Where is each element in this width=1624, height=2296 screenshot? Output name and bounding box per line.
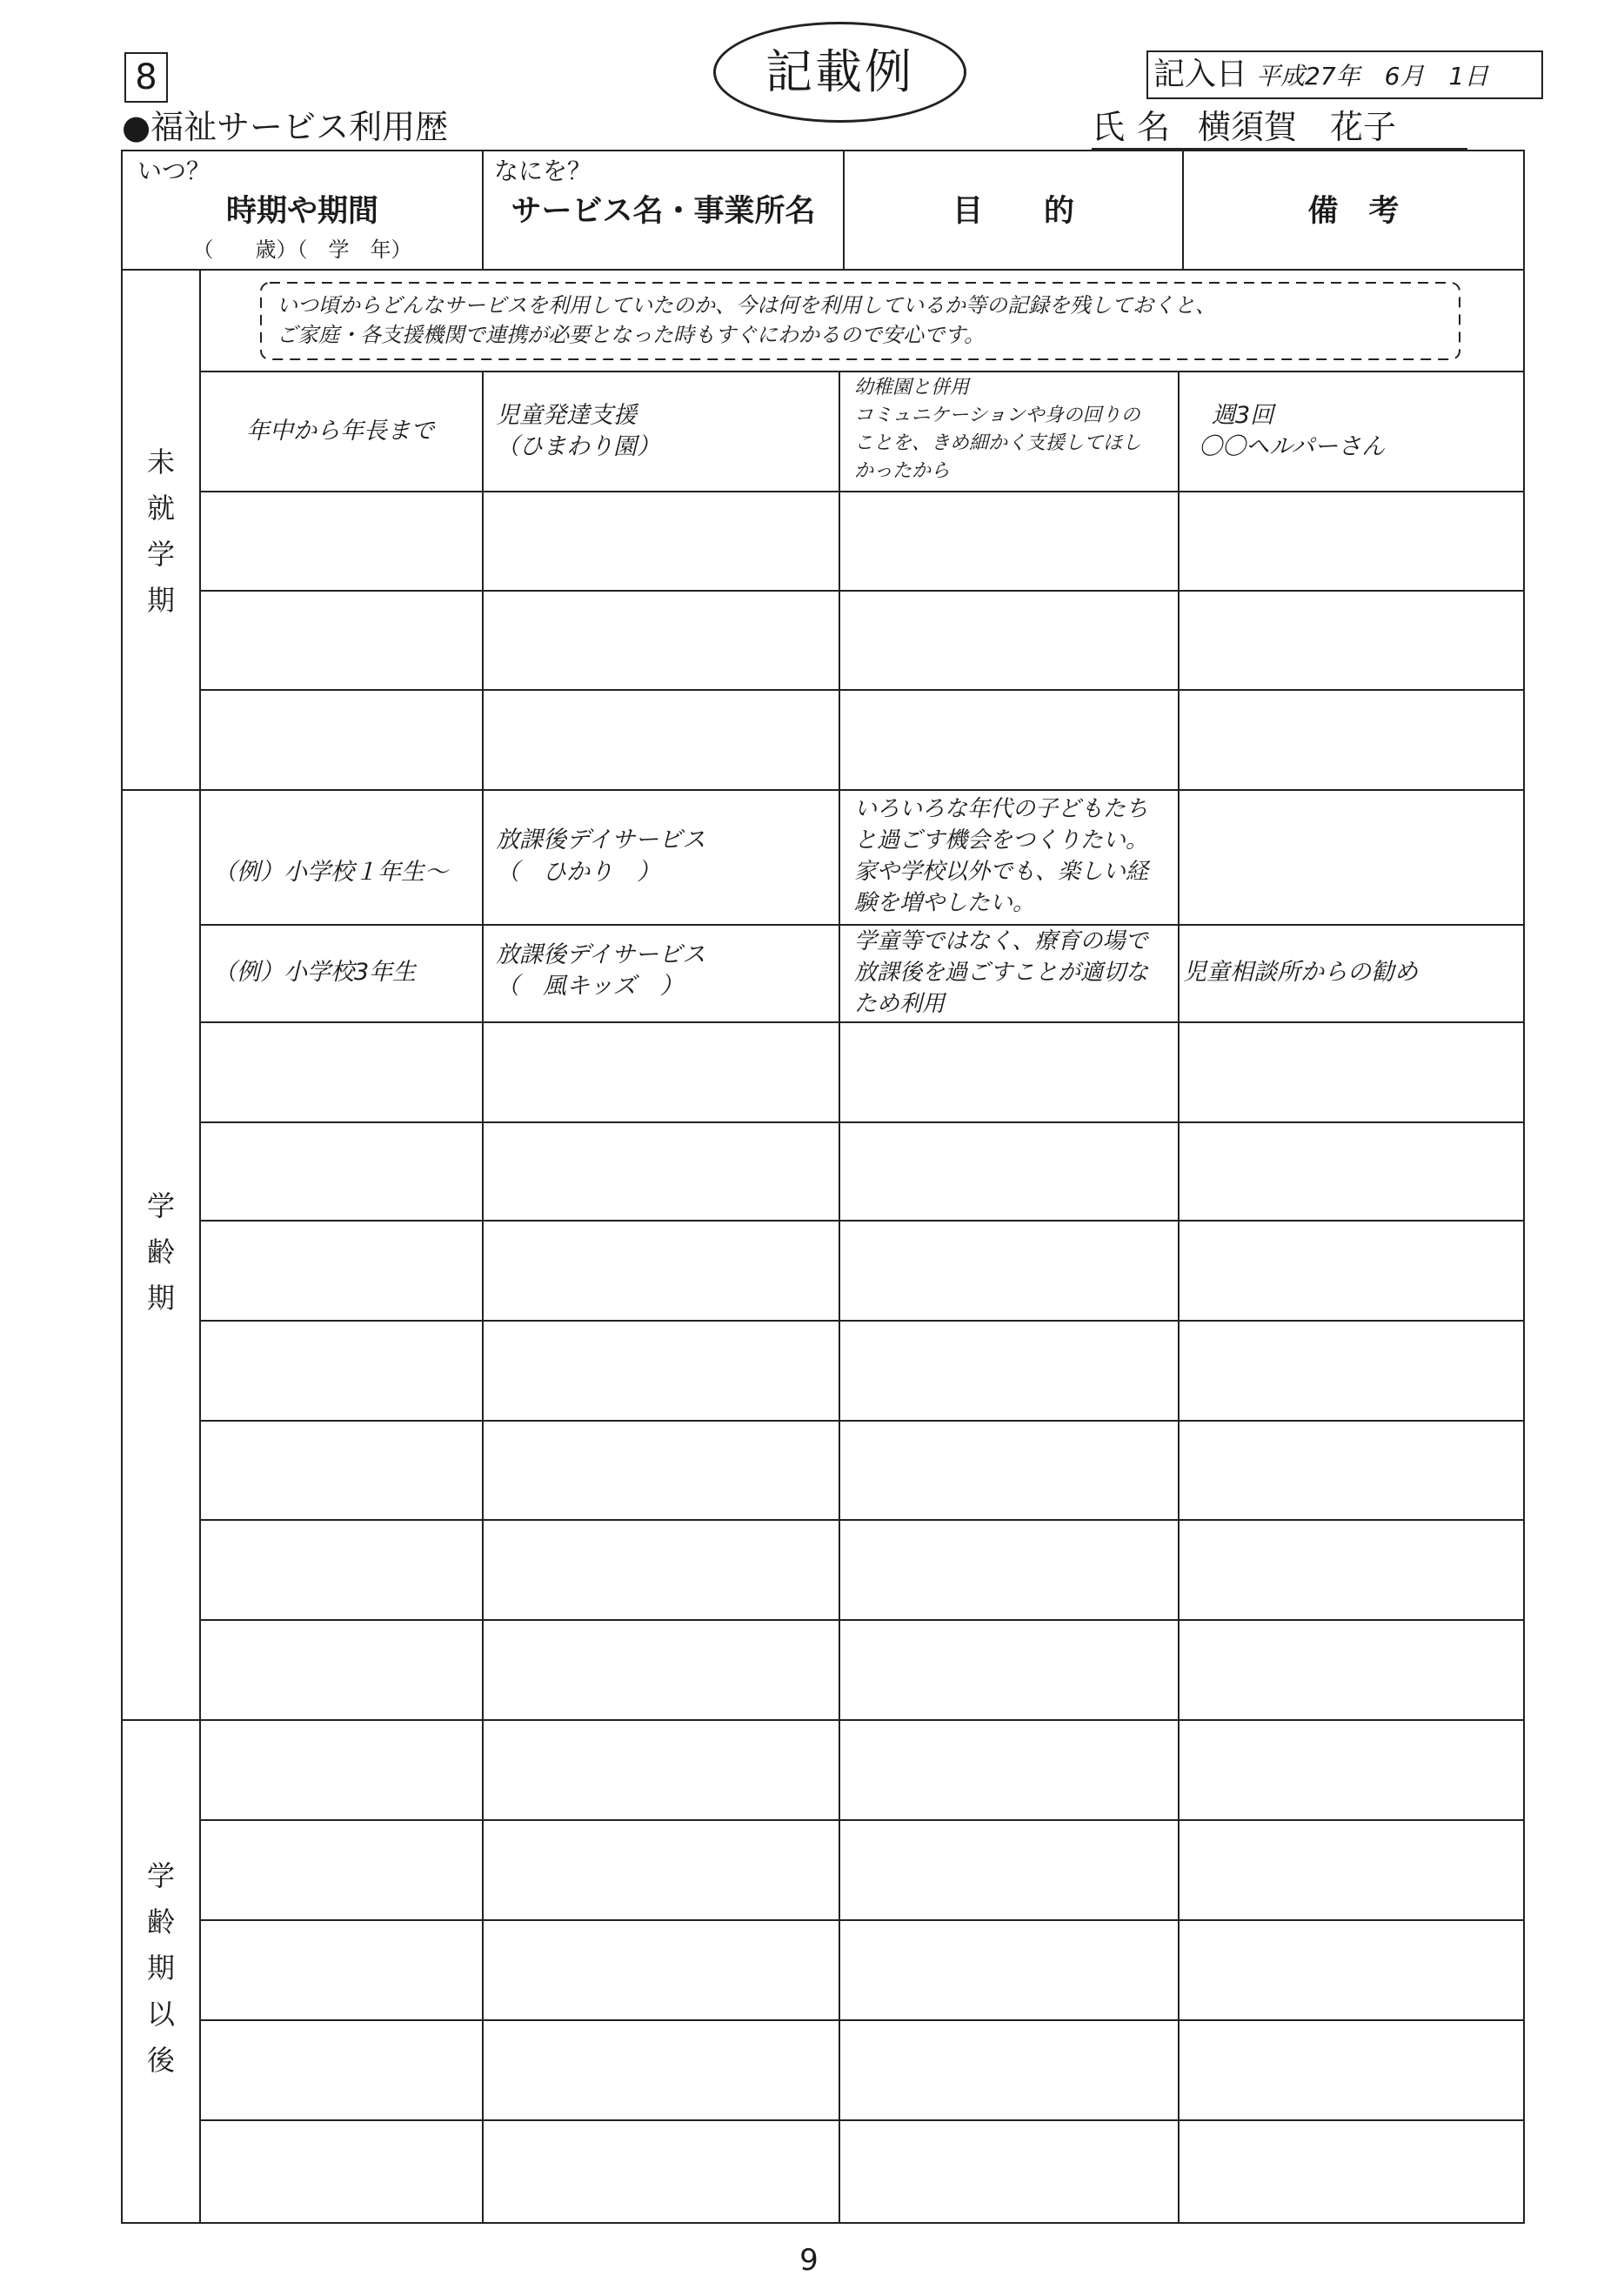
- row-preschool-1-purpose-2: コミュニケーションや身の回りの: [854, 405, 1140, 426]
- row-preschool-1-purpose-3: ことを、きめ細かく支援してほし: [854, 432, 1142, 454]
- row-preschool-1-service-office: （ひまわり園）: [496, 433, 660, 460]
- header-when-small: いつ？: [137, 157, 211, 185]
- header-remarks: 備 考: [1307, 194, 1400, 229]
- entry-date-label: 記入日: [1153, 57, 1248, 92]
- footer-page-number: 9: [799, 2243, 819, 2278]
- row-preschool-1-remarks-2: 〇〇ヘルパーさん: [1199, 433, 1386, 460]
- row-preschool-1-period: 年中から年長まで: [246, 418, 434, 445]
- row-school-1-purpose-1: いろいろな年代の子どもたち: [854, 796, 1149, 822]
- note-line-1: いつ頃からどんなサービスを利用していたのか、今は何を利用しているか等の記録を残しておくと、: [277, 293, 1216, 318]
- name-label: 氏名: [1092, 108, 1183, 146]
- section-label-after-school-age-text: 学齢期以後: [146, 1859, 175, 2077]
- section-title: ●福祉サービス利用歴: [122, 108, 449, 146]
- document-title: 記載例: [713, 22, 966, 123]
- header-purpose: 目 的: [952, 194, 1074, 229]
- row-school-2-remarks-1: 児童相談所からの勧め: [1183, 959, 1418, 986]
- row-preschool-1-service-name: 児童発達支援: [496, 402, 637, 429]
- header-when-sub: （ 歳）（ 学 年）: [192, 238, 412, 262]
- row-school-1-purpose-3: 家や学校以外でも、楽しい経: [854, 859, 1149, 885]
- row-school-1-purpose-4: 験を増やしたい。: [854, 890, 1036, 916]
- row-school-1-service-name: 放課後デイサービス: [496, 827, 706, 853]
- entry-date-value: 平成27年 6月 1日: [1256, 62, 1489, 90]
- section-label-school-age: [130, 1183, 191, 1322]
- section-label-preschool: [130, 439, 191, 624]
- header-what-small: なにを？: [494, 157, 592, 185]
- section-label-after-school-age: [130, 1853, 191, 2084]
- row-preschool-1-purpose-1: 幼稚園と併用: [854, 377, 970, 398]
- row-school-2-period: （例）小学校3年生: [213, 959, 417, 986]
- name-value: 横須賀 花子: [1198, 108, 1397, 146]
- header-what-main: サービス名・事業所名: [511, 194, 816, 229]
- row-preschool-1-remarks-1: 週3回: [1212, 402, 1274, 429]
- row-preschool-1-purpose-4: かったから: [854, 460, 951, 482]
- note-line-2: ご家庭・各支援機関で連携が必要となった時もすぐにわかるので安心です。: [277, 323, 986, 347]
- row-school-2-service-name: 放課後デイサービス: [496, 941, 706, 968]
- row-school-2-purpose-2: 放課後を過ごすことが適切な: [854, 960, 1149, 986]
- row-school-2-purpose-1: 学童等ではなく、療育の場で: [854, 928, 1148, 954]
- row-school-1-purpose-2: と過ごす機会をつくりたい。: [854, 827, 1149, 853]
- page-number-box: 8: [124, 52, 168, 103]
- row-school-2-service-office: （ 風キッズ ）: [496, 973, 684, 1000]
- row-school-1-service-office: （ ひかり ）: [496, 859, 660, 886]
- row-school-1-period: （例）小学校１年生～: [213, 859, 448, 886]
- row-school-2-purpose-3: ため利用: [854, 991, 946, 1017]
- header-when-main: 時期や期間: [225, 194, 378, 229]
- section-label-preschool-text: 未就学期: [146, 445, 175, 617]
- section-label-school-age-text: 学齢期: [146, 1189, 175, 1315]
